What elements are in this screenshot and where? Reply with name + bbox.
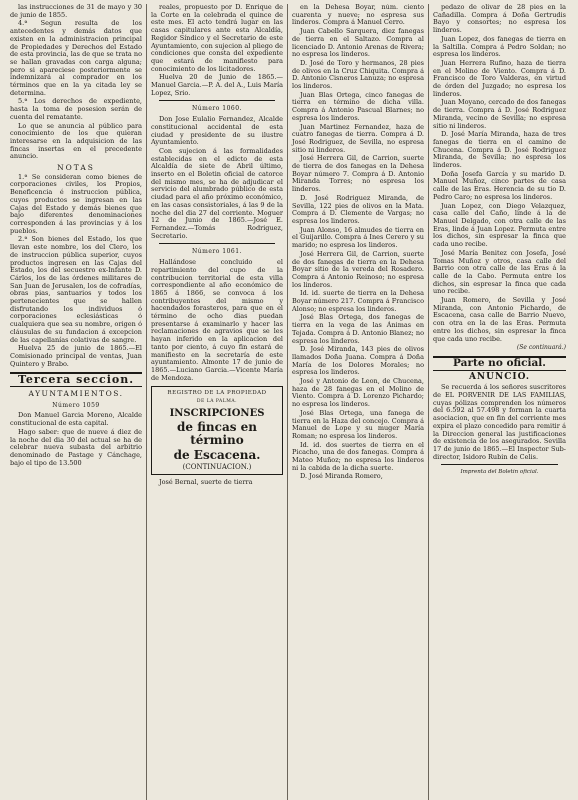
paragraph: Juan Alonso, 16 almudes de tierra en el Guijarillo. Compra á Ines Cerero y su marido; no espresa los linderos.	[292, 225, 424, 250]
paragraph: Juan Martinez Fernandez, haza de cuatro fanegas de tierra. Compra á D. José Rodriguez, de Sevilla, no espresa sitio ni linderos.	[292, 122, 424, 154]
paragraph: D. José María Miranda, haza de tres fanegas de tierra en el camino de Chucena. Compra á D. José Rodriguez Miranda, de Sevilla; no espresa los linderos.	[433, 130, 566, 170]
paragraph: Juan Romero, de Sevilla y José Miranda, con Antonio Pichardo, de Escacena, casa calle de Barrio Nuevo, con otra en la de las Eras. Permuta entre los dichos, sin espresar la finca que cada uno recibe.	[433, 296, 566, 343]
paragraph: Juan Blas Ortega, cinco fanegas de tierra en término de dicha villa. Compra á Antonio Pascual Blarnes; no espresa los linderos.	[292, 90, 424, 122]
paragraph: 5.ª Los derechos de expediente, hasta la toma de posesion serán de cuenta del rematante.	[10, 97, 142, 121]
paragraph: 4.ª Segun resulta de los antecedentes y demás datos que existen en la administracion principal de Propiedades y Derechos del Estado de esta provincia, las de que se trata no se hallan gravadas con carga alguna; pero si apareciese posteriormente se indemnizará al comprador en los términos que en la ya citada ley se determina.	[10, 19, 142, 97]
paragraph: Id. id. dos suertes de tierra en el Picacho, una de dos fanegas. Compra á Mateo Muñoz; no espresa los linderos ni la cabida de la dicha suerte.	[292, 440, 424, 472]
notice-number: Número 1059	[52, 401, 100, 409]
paragraph: Hago saber: que de nueve á diez de la noche del dia 30 del actual se ha de celebrar nueva subasta del arbitrio denominado de Pastage y Cánchage, bajo el tipo de 13.500	[10, 427, 142, 467]
continuation-note: (Se continuará.)	[516, 344, 566, 352]
column-2	[147, 4, 288, 800]
paragraph: Se recuerda á los señores suscritores de EL PORVENIR DE LAS FAMILIAS, cuyas pólizas comprenden los números del 6.592 al 57.498 y forman la cuarta asociacion, que en fin del corriente mes expira el plazo concedido para remitir á la Direccion general las justificaciones de existencia de los asegurados. Sevilla 17 de junio de 1865.—El Inspector Sub-director, Isidoro Rubin de Celis.	[433, 383, 566, 461]
paragraph: Juan Lopez, dos fanegas de tierra en la Saltilla. Compra á Pedro Soldan; no espresa los linderos.	[433, 34, 566, 59]
paragraph: José Herrera Gil, de Carrion, suerte de tierra de dos fanegas en la Dehesa Boyar número 7. Compra á D. Antonio Miranda Torres; no espresa los linderos.	[292, 154, 424, 194]
signature-paragraph: Huelva 20 de Junio de 1865.—Manuel Garcia.—P. A. del A., Luis María Lopez, Srio.	[151, 73, 283, 97]
printer-footer: Imprenta del Boletin oficial.	[460, 469, 539, 476]
note-paragraph: 1.ª Se consideran como bienes de corporaciones civiles, los Propios, Beneficencia é instruccion pública, cuyos productos se ingresan en las Cajas del Estado y demás bienes que bajo diferentes denominaciones corresponden á las provincias y á los pueblos.	[10, 172, 142, 235]
paragraph: José Blas Ortega, una fanega de tierra en la Haza del concejo. Compra á Manuel de Lope y su muger María Roman; no espresa los linderos.	[292, 408, 424, 440]
paragraph: D. José de Toro y hermanos, 28 pies de olivos en la Cruz Chiquita. Compra á D. Antonio Cisneros Lanuza; no espresa los linderos.	[292, 58, 424, 91]
paragraph: José Bernal, suerte de tierra	[159, 478, 253, 487]
paragraph: José Blas Ortega, dos fanegas de tierra en la vega de las Ánimas en Tejada. Compra á D. Antonio Blanez; no espresa los linderos.	[292, 313, 424, 345]
paragraph: Don Jose Eulalio Fernandez, Alcalde constitucional accidental de esta ciudad y presidente de su ilustre Ayuntamiento.	[151, 115, 283, 147]
registry-heading: de Escacena.	[173, 447, 261, 462]
paragraph: Juan Moyano, cercado de dos fanegas de tierra. Compra á D. José Rodriguez Miranda, vecino de Sevilla; no espresa sitio ni linderos.	[433, 98, 566, 130]
registry-box	[151, 386, 283, 475]
notice-number: Número 1061.	[192, 248, 242, 256]
paragraph: D. José Rodriguez Miranda, de Sevilla, 122 pies de olivos en la Mata. Compra á D. Clemente de Vargas; no espresa los linderos.	[292, 193, 424, 225]
paragraph: en la Dehesa Boyar, núm. ciento cuarenta y nueve; no espresa sus linderos. Compra á Manuel Cerro.	[292, 4, 424, 27]
note-paragraph: 2.ª Son bienes del Estado, los que llevan este nombre, los del Clero, los de instruccion pública superior, cuyos productos ingresen en las Cajas del Estado, los del secuestro ex-Infante D. Cárlos, los de las órdenes militares de San Juan de Jerusalen, los de cofradías, obras pias, santuarios y todos los pertenecientes que se hallen disfrutando los individuos ó corporaciones eclesiásticas ó cualquiera que sea su nombre, origen ó cláusulas de su fundacion á excepcion de las capellanías colativas de sangre.	[10, 235, 142, 344]
divider	[159, 243, 275, 244]
paragraph: Doña Josefa García y su marido D. Manuel Muñoz, cinco partes de casa calle de las Eras. Herencia de su tio D. Pedro Caro; no espresa los linderos.	[433, 169, 566, 201]
paragraph: José y Antonio de Leon, de Chucena, haza de 28 fanegas en el Molino de Viento. Compra á D. Lorenzo Pichardo; no espresa los linderos.	[292, 377, 424, 409]
paragraph: Juan Lopez, con Diego Velazquez, casa calle del Caño, linde á la de Manuel Delgado, con otra calle de las Eras, linde á Juan Lopez. Permuta entre los dichos, sin espresar la finca que cada uno recibe.	[433, 201, 566, 249]
column-1	[6, 4, 147, 800]
paragraph: D. José Miranda Romero,	[300, 472, 383, 481]
paragraph: José Herrera Gil, de Carrion, suerte de dos fanegas de tierra en la Dehesa Boyar sitio de la vereda del Rosadero. Compra á Antonio Reinoso; no espresa los linderos.	[292, 249, 424, 289]
paragraph: Id. id. suerte de tierra en la Dehesa Boyar número 217. Compra á Francisco Alonso; no espresa los linderos.	[292, 289, 424, 313]
section-heading: Parte no oficial.	[433, 356, 566, 371]
paragraph: Don Manuel Garcia Moreno, Alcalde constitucional de esta capital.	[10, 411, 142, 428]
signature-paragraph: Huelva 25 de junio de 1865.—El Comisionado principal de ventas, Juan Quintero y Brabo.	[10, 344, 142, 368]
column-4	[429, 4, 570, 800]
paragraph: Lo que se anuncia al público para conocimiento de los que quieran interesarse en la adquisicion de las fincas insertas en el precedente anuncio.	[10, 121, 142, 161]
paragraph: reales, propuesto por D. Enrique de la Corte en la celebrada el quince de este mes. El acto tendrá lugar en las casas capitulares ante esta Alcaldía, Regidor Síndico y el Secretario de este Ayuntamiento, con sujecion al pliego de condiciones que consta del expediente que estará de manifiesto para conocimiento de los licitadores.	[151, 4, 283, 73]
paragraph: Con sujecion á las formalidades establecidas en el edicto de esta Alcaldía de siete de Abril último, inserto en el Boletin oficial de catorce del mismo mes, se ha de adjudicar el servicio del alumbrado público de esta ciudad para el año próximo económico, en las casas consistoriales, á las 9 de la noche del dia 27 del corriente. Moguer 12 de Junio de 1865.—José E. Fernandez.—Tomás Rodriguez, Secretario.	[151, 146, 283, 240]
registry-title: REGISTRO DE LA PROPIEDAD	[167, 390, 267, 397]
paragraph: Juan Cabello Sarquera, diez fanegas de tierra en el Saltazo. Compra al licenciado D. Antonio Arenas de Rivera; no espresa los linderos.	[292, 27, 424, 59]
paragraph: Hallándose concluido el repartimiento del cupo de la contribucion territorial de esta villa correspondiente al año económico de 1865 á 1866, se convoca á los contribuyentes del mismo y hacendados forasteros, para que en el término de ocho dias puedan presentarse á examinarlo y hacer las reclamaciones de agravios que se les hayan inferido en la aplicacion del tanto por ciento, á cuyo fin estará de manifiesto en la secretaría de este ayuntamiento. Almonte 17 de junio de 1865.—Luciano Garcia.—Vicente María de Mendoza.	[151, 258, 283, 382]
divider	[159, 100, 275, 101]
registry-heading: INSCRIPCIONES	[169, 407, 265, 419]
section-heading: Tercera seccion.	[10, 372, 142, 387]
registry-subtitle: DE LA PALMA.	[196, 399, 238, 405]
paragraph: pedazo de olivar de 28 pies en la Cañadilla. Compra á Doña Gertrudis Bayo y consortes; no espresa los linderos.	[433, 4, 566, 35]
paragraph: las instrucciones de 31 de mayo y 30 de junio de 1855.	[10, 4, 142, 19]
paragraph: José María Benitez con Josefa, José Tomas Muñoz y otros, casa calle del Barrio con otra calle de las Eras á la calle de la Cabo. Permuta entre los dichos, sin espresar la finca que cada uno recibe.	[433, 248, 566, 296]
subsection-heading: AYUNTAMIENTOS.	[28, 389, 124, 399]
notice-number: Número 1060.	[192, 105, 242, 113]
registry-heading: de fincas en término	[176, 419, 258, 447]
announcement-heading: ANUNCIO.	[468, 371, 531, 382]
divider	[441, 464, 558, 465]
paragraph: D. José Miranda, 143 pies de olivos llamados Doña Juana. Compra á Doña María de los Dolores Morales; no espresa los linderos.	[292, 345, 424, 377]
column-3	[288, 4, 429, 800]
notes-heading: NOTAS	[57, 163, 95, 173]
registry-continuation: (CONTINUACION.)	[182, 462, 252, 471]
paragraph: Juan Herrera Rufino, haza de tierra en el Molino de Viento. Compra á D. Francisco de Toro Valderas, en virtud de órden del Juzgado; no espresa los linderos.	[433, 58, 566, 98]
